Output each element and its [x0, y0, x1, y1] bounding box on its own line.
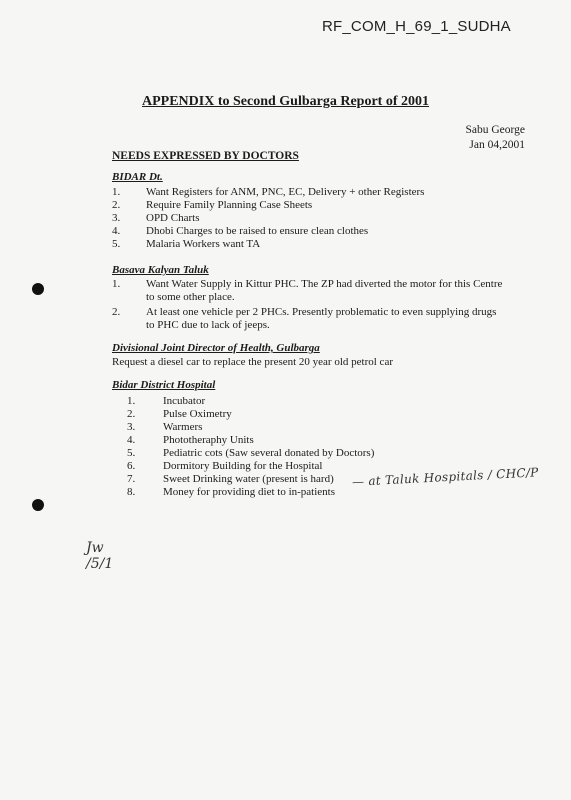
document-title: APPENDIX to Second Gulbarga Report of 2001: [142, 94, 429, 109]
list-item: Money for providing diet to in-patients: [163, 486, 335, 498]
list-item-continuation: to PHC due to lack of jeeps.: [146, 319, 270, 331]
section-heading: NEEDS EXPRESSED BY DOCTORS: [112, 150, 299, 162]
list-item: OPD Charts: [146, 212, 200, 224]
list-number: 2.: [112, 306, 121, 318]
divisional-heading: Divisional Joint Director of Health, Gulbarga: [112, 342, 320, 354]
list-item-continuation: to some other place.: [146, 291, 235, 303]
list-item: At least one vehicle per 2 PHCs. Presently problematic to even supplying drugs: [146, 306, 497, 318]
author-name: Sabu George: [465, 124, 525, 136]
author-date: Jan 04,2001: [469, 139, 525, 151]
list-item: Dhobi Charges to be raised to ensure clean clothes: [146, 225, 369, 237]
divisional-text: Request a diesel car to replace the present 20 year old petrol car: [112, 356, 393, 368]
hospital-heading: Bidar District Hospital: [112, 379, 216, 391]
list-number: 5.: [112, 238, 121, 250]
list-item: Pediatric cots (Saw several donated by Doctors): [163, 447, 375, 459]
list-item: Pulse Oximetry: [163, 408, 232, 420]
list-number: 1.: [112, 186, 121, 198]
list-item: Phototheraphy Units: [163, 434, 254, 446]
list-number: 3.: [127, 421, 136, 433]
author-block: [465, 123, 525, 153]
document-id: RF_COM_H_69_1_SUDHA: [322, 18, 511, 35]
list-item: Sweet Drinking water (present is hard): [163, 473, 334, 485]
list-item: Dormitory Building for the Hospital: [163, 460, 323, 472]
list-number: 5.: [127, 447, 136, 459]
punch-hole: [32, 283, 44, 295]
initials-line2: /5/1: [86, 556, 114, 572]
initials-line1: Jw: [86, 540, 104, 556]
basava-heading: Basava Kalyan Taluk: [112, 264, 209, 276]
list-number: 2.: [127, 408, 136, 420]
list-number: 3.: [112, 212, 121, 224]
list-item: Malaria Workers want TA: [146, 238, 261, 250]
list-number: 6.: [127, 460, 136, 472]
list-item: Incubator: [163, 395, 206, 407]
bidar-heading: BIDAR Dt.: [112, 171, 163, 183]
punch-hole: [32, 499, 44, 511]
list-item: Require Family Planning Case Sheets: [146, 199, 313, 211]
bidar-list: [112, 186, 532, 256]
list-item: Want Water Supply in Kittur PHC. The ZP had diverted the motor for this Centre: [146, 278, 503, 290]
list-number: 1.: [112, 278, 121, 290]
handwritten-note: — at Taluk Hospitals / CHC/P: [351, 465, 539, 489]
list-number: 7.: [127, 473, 136, 485]
list-number: 4.: [127, 434, 136, 446]
list-number: 8.: [127, 486, 136, 498]
hospital-list: [127, 395, 427, 505]
list-number: 2.: [112, 199, 121, 211]
list-number: 4.: [112, 225, 121, 237]
list-number: 1.: [127, 395, 136, 407]
handwritten-initials: [86, 540, 113, 572]
list-item: Warmers: [163, 421, 203, 433]
list-item: Want Registers for ANM, PNC, EC, Delivery + other Registers: [146, 186, 425, 198]
basava-list: [112, 278, 552, 338]
